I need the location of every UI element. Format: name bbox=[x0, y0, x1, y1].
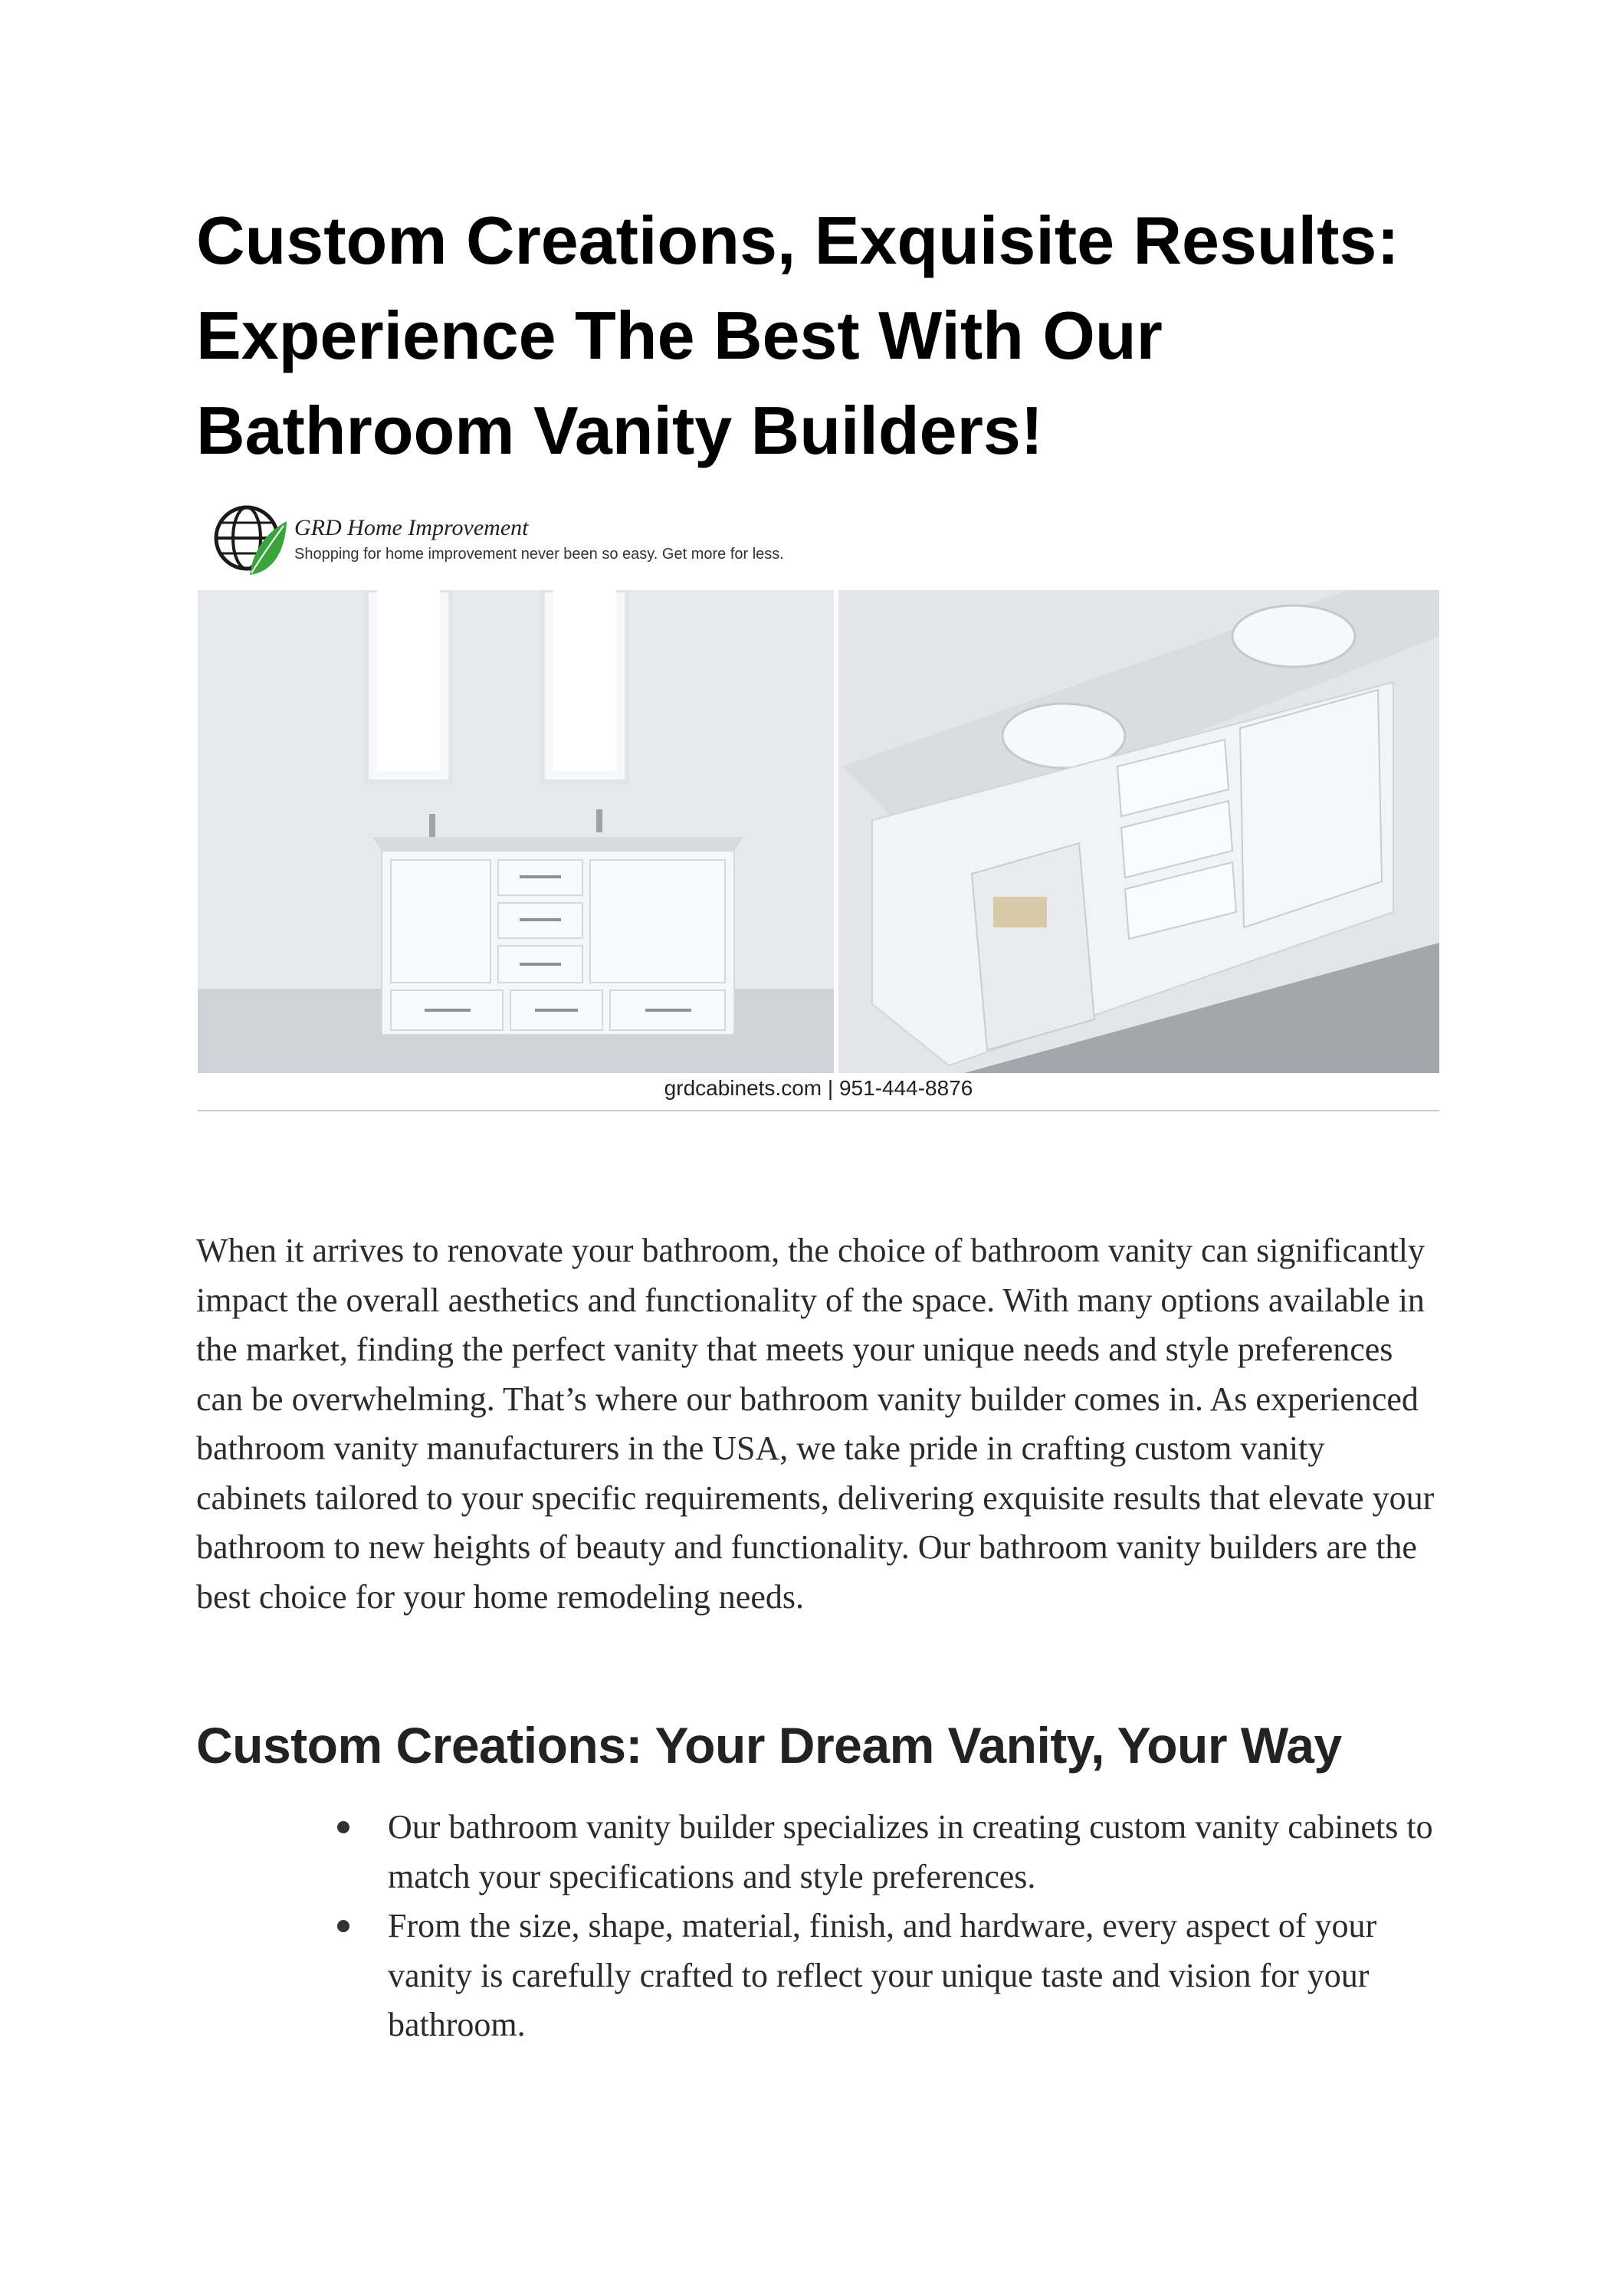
hero-image bbox=[198, 491, 1439, 1113]
brand-tagline: Shopping for home improvement never been so easy. Get more for less. bbox=[294, 546, 784, 563]
vanity-photo-illustration bbox=[198, 590, 1439, 1073]
brand-logo bbox=[212, 498, 978, 583]
hero-caption: grdcabinets.com | 951-444-8876 bbox=[664, 1076, 973, 1100]
page-title: Custom Creations, Exquisite Results: Experience The Best With Our Bathroom Vanity Builders! bbox=[196, 202, 1399, 468]
globe-leaf-logo-icon bbox=[212, 498, 288, 583]
bullet-list bbox=[337, 1803, 1441, 2050]
bullet-dot-icon bbox=[337, 1821, 349, 1833]
hero-divider bbox=[198, 1110, 1439, 1111]
vanity-photo bbox=[198, 590, 1439, 1073]
section-heading: Custom Creations: Your Dream Vanity, Your Way bbox=[196, 1717, 1342, 1774]
list-item bbox=[337, 1803, 1441, 1902]
list-item-text: Our bathroom vanity builder specializes in creating custom vanity cabinets to match your specifications and style preferences. bbox=[388, 1808, 1433, 1895]
intro-paragraph: When it arrives to renovate your bathroom, the choice of bathroom vanity can significantly impact the overall aesthetics and functionality of the space. With many options available in the market, finding the perfect vanity that meets your unique needs and style preferences can be overwhelming. That’s where our bathroom vanity builder comes in. As experienced bathroom vanity manufacturers in the USA, we take pride in crafting custom vanity cabinets tailored to your specific requirements, delivering exquisite results that elevate your bathroom to new heights of beauty and functionality. Our bathroom vanity builders are the best choice for your home remodeling needs. bbox=[196, 1232, 1435, 1616]
list-item-text: From the size, shape, material, finish, and hardware, every aspect of your vanity is carefully crafted to reflect your unique taste and vision for your bathroom. bbox=[388, 1907, 1377, 2043]
bullet-dot-icon bbox=[337, 1920, 349, 1932]
list-item bbox=[337, 1902, 1441, 2050]
brand-name: GRD Home Improvement bbox=[294, 515, 529, 540]
